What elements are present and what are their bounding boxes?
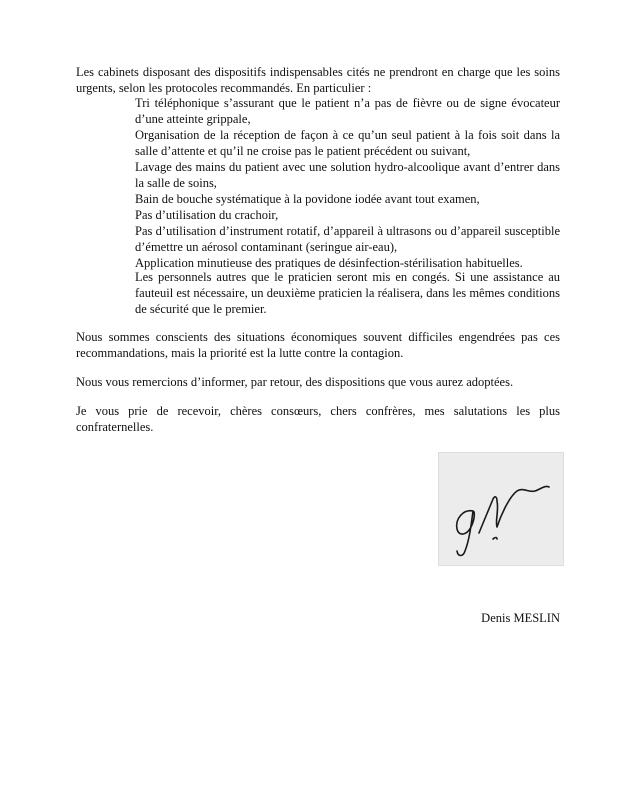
measure-item: Pas d’utilisation du crachoir, (135, 208, 279, 222)
measure-item: Organisation de la réception de façon à ce qu’un seul patient à la fois soit dans la salle d’attente et qu’il ne croise pas le patient précédent ou suivant, (135, 128, 560, 158)
measure-item: Bain de bouche systématique à la povidone iodée avant tout examen, (135, 192, 480, 206)
thanks-paragraph (76, 374, 560, 390)
staff-paragraph (135, 269, 560, 317)
measure-item: Pas d’utilisation d’instrument rotatif, d’appareil à ultrasons ou d’appareil susceptible d’émettre un aérosol contaminant (seringue air-eau), (135, 224, 560, 254)
author-name: Denis MESLIN (481, 611, 560, 625)
handwritten-signature-icon (439, 453, 563, 565)
greeting-paragraph (76, 403, 560, 435)
measure-item: Application minutieuse des pratiques de désinfection-stérilisation habituelles. (135, 256, 523, 270)
intro-text: Les cabinets disposant des dispositifs indispensables cités ne prendront en charge que les soins urgents, selon les protocoles recommandés. En particulier : (76, 65, 560, 95)
measure-item: Lavage des mains du patient avec une solution hydro-alcoolique avant d’entrer dans la salle de soins, (135, 160, 560, 190)
economic-paragraph (76, 329, 560, 361)
staff-text: Les personnels autres que le praticien seront mis en congés. Si une assistance au fauteuil est nécessaire, un deuxième praticien la réalisera, dans les mêmes conditions de sécurité que le premier. (135, 270, 560, 316)
greeting-text: Je vous prie de recevoir, chères consœurs, chers confrères, mes salutations les plus confraternelles. (76, 404, 560, 434)
measures-list (135, 95, 560, 271)
economic-text: Nous sommes conscients des situations économiques souvent difficiles engendrées pas ces recommandations, mais la priorité est la lutte contre la contagion. (76, 330, 560, 360)
signature-image (438, 452, 564, 566)
measure-item: Tri téléphonique s’assurant que le patient n’a pas de fièvre ou de signe évocateur d’une atteinte grippale, (135, 96, 560, 126)
thanks-text: Nous vous remercions d’informer, par retour, des dispositions que vous aurez adoptées. (76, 375, 514, 389)
intro-paragraph (76, 64, 560, 96)
